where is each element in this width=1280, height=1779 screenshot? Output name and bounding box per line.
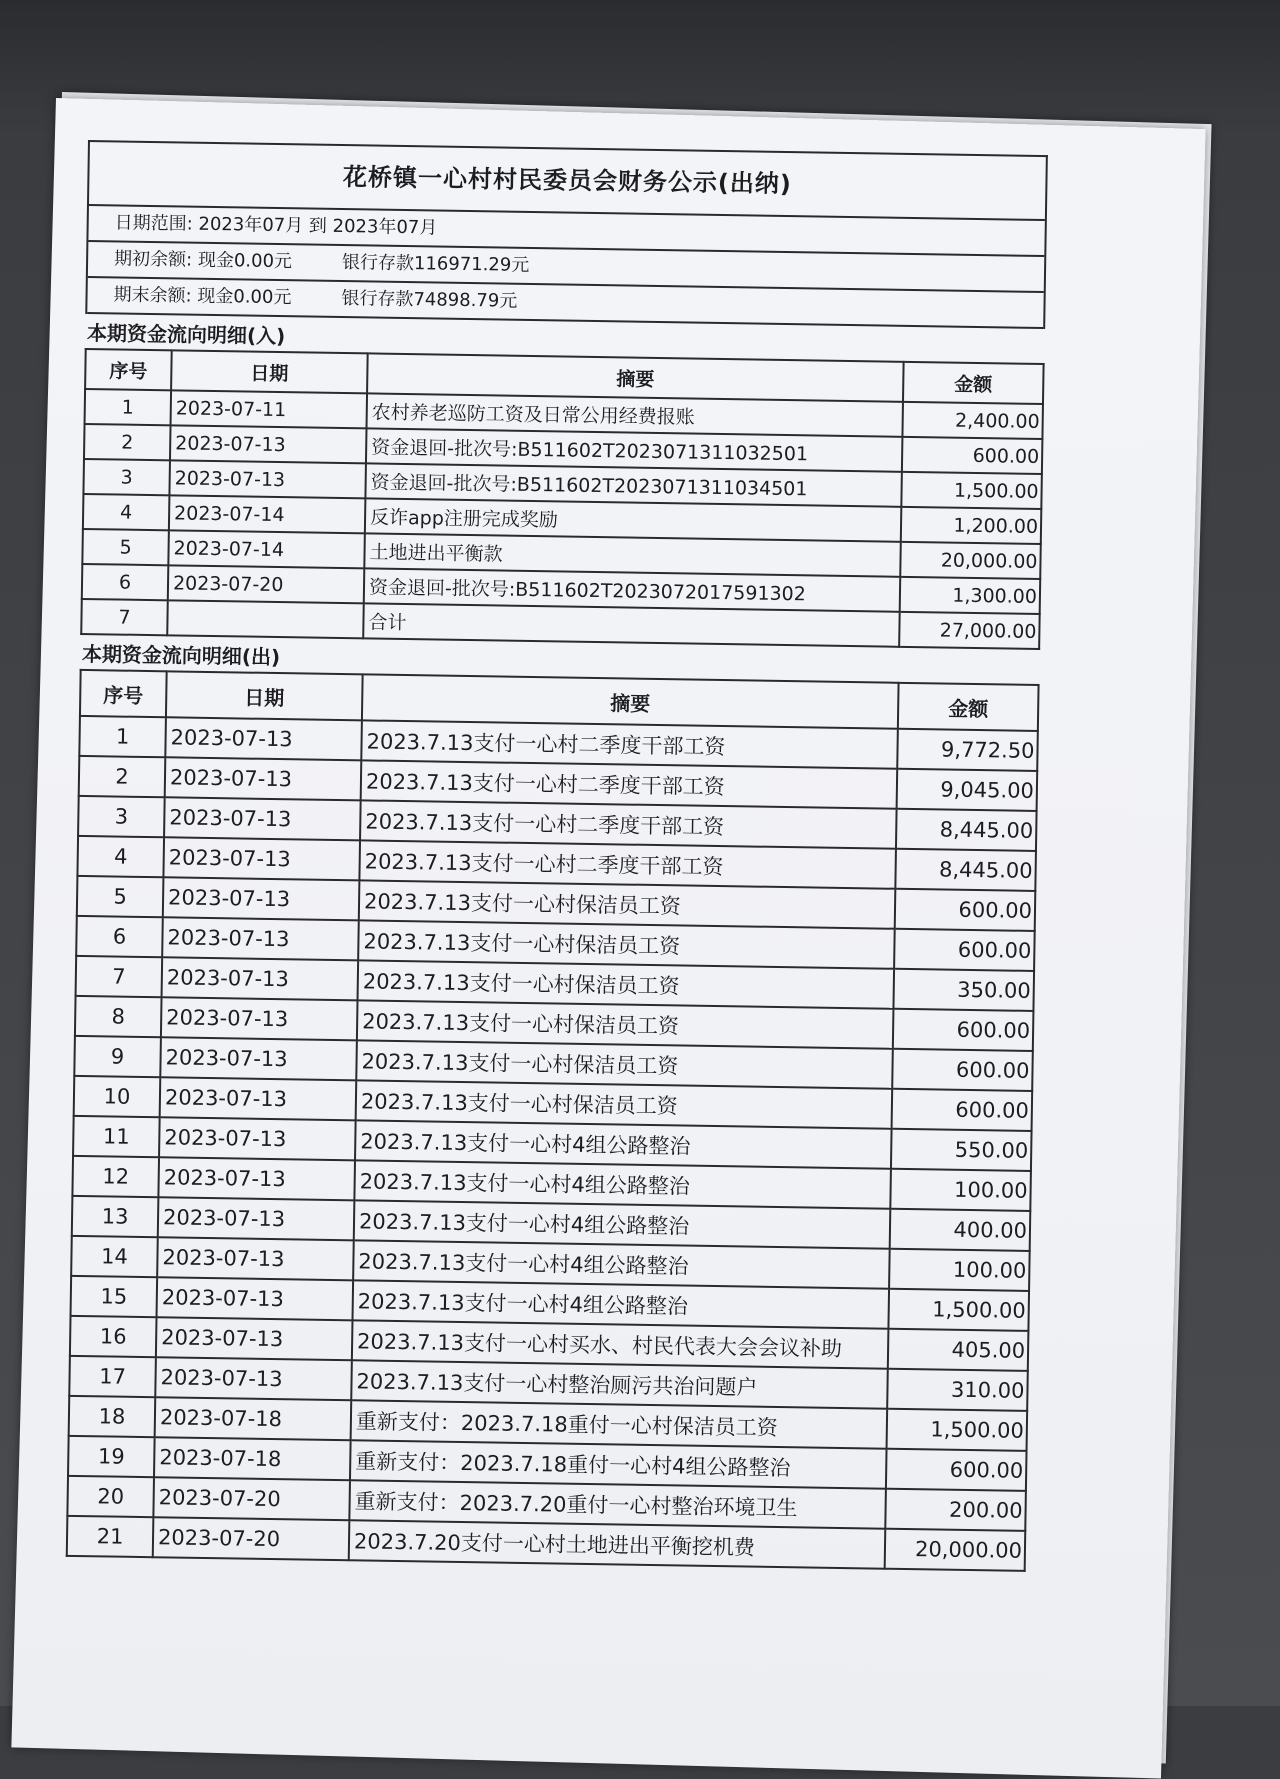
row-date: 2023-07-14 <box>168 530 365 568</box>
income-section-title: 本期资金流向明细(入) <box>86 321 286 349</box>
row-date: 2023-07-13 <box>156 1317 353 1360</box>
row-date: 2023-07-20 <box>168 565 365 603</box>
row-date: 2023-07-13 <box>157 1237 354 1280</box>
closing-cash: 期末余额: 现金0.00元 <box>113 284 292 309</box>
row-number: 12 <box>72 1156 159 1197</box>
row-amount: 100.00 <box>890 1169 1031 1211</box>
row-summary: 2023.7.13支付一心村保洁员工资 <box>356 1040 893 1088</box>
row-date: 2023-07-13 <box>160 1077 357 1120</box>
row-amount: 1,500.00 <box>888 1289 1029 1331</box>
row-date: 2023-07-13 <box>158 1157 355 1200</box>
row-date: 2023-07-13 <box>162 917 359 960</box>
row-summary: 2023.7.13支付一心村保洁员工资 <box>358 920 895 968</box>
opening-bank: 银行存款116971.29元 <box>341 252 530 276</box>
row-number: 2 <box>79 756 166 797</box>
row-number: 5 <box>77 876 164 917</box>
row-date: 2023-07-14 <box>169 495 366 533</box>
row-date <box>167 600 364 638</box>
row-date: 2023-07-13 <box>161 997 358 1040</box>
row-amount: 8,445.00 <box>896 809 1037 851</box>
row-number: 11 <box>73 1116 160 1157</box>
row-date: 2023-07-20 <box>153 1477 350 1520</box>
row-date: 2023-07-13 <box>157 1277 354 1320</box>
header-summary: 摘要 <box>362 674 899 728</box>
row-number: 13 <box>72 1196 159 1237</box>
row-summary: 2023.7.13支付一心村4组公路整治 <box>354 1200 891 1248</box>
row-amount: 8,445.00 <box>895 849 1036 891</box>
row-summary: 2023.7.13支付一心村二季度干部工资 <box>361 760 898 808</box>
row-amount: 400.00 <box>890 1209 1031 1251</box>
row-summary: 重新支付：2023.7.18重付一心村4组公路整治 <box>350 1440 887 1488</box>
row-summary: 资金退回-批次号:B511602T2023071311034501 <box>365 463 901 506</box>
row-amount: 350.00 <box>893 969 1034 1011</box>
row-amount: 1,300.00 <box>900 577 1041 614</box>
header-summary: 摘要 <box>367 353 904 401</box>
row-date: 2023-07-13 <box>163 877 360 920</box>
row-number: 15 <box>71 1276 158 1317</box>
row-number: 6 <box>82 564 169 600</box>
row-number: 4 <box>83 494 170 530</box>
row-number: 4 <box>77 836 164 877</box>
row-amount: 9,045.00 <box>897 769 1038 811</box>
row-number: 6 <box>76 916 163 957</box>
row-amount: 550.00 <box>891 1129 1032 1171</box>
expense-section-title: 本期资金流向明细(出) <box>81 641 281 670</box>
row-number: 9 <box>74 1036 161 1077</box>
row-date: 2023-07-13 <box>163 837 360 880</box>
row-amount: 27,000.00 <box>899 612 1040 649</box>
row-summary: 2023.7.13支付一心村保洁员工资 <box>359 880 896 928</box>
income-rows <box>81 389 1043 649</box>
row-amount: 600.00 <box>892 1089 1033 1131</box>
row-summary: 2023.7.13支付一心村二季度干部工资 <box>359 840 896 888</box>
document-title: 花桥镇一心村村民委员会财务公示(出纳) <box>89 142 1046 221</box>
header-box <box>85 140 1048 329</box>
row-amount: 2,400.00 <box>902 402 1043 439</box>
row-summary: 重新支付：2023.7.20重付一心村整治环境卫生 <box>349 1480 886 1528</box>
row-number: 1 <box>85 389 172 425</box>
row-summary: 2023.7.13支付一心村4组公路整治 <box>352 1280 889 1328</box>
row-amount: 600.00 <box>902 437 1043 474</box>
row-amount: 1,500.00 <box>887 1409 1028 1451</box>
row-number: 5 <box>82 529 169 565</box>
row-summary: 2023.7.13支付一心村4组公路整治 <box>353 1240 890 1288</box>
row-date: 2023-07-13 <box>165 757 362 800</box>
row-summary: 合计 <box>363 603 899 646</box>
row-date: 2023-07-13 <box>169 460 366 498</box>
row-number: 18 <box>69 1396 156 1437</box>
expense-table <box>66 669 1040 1572</box>
row-summary: 2023.7.13支付一心村保洁员工资 <box>356 1080 893 1128</box>
row-number: 16 <box>70 1316 157 1357</box>
row-summary: 重新支付：2023.7.18重付一心村保洁员工资 <box>351 1400 888 1448</box>
row-amount: 1,500.00 <box>901 472 1042 509</box>
header-amount: 金额 <box>903 362 1044 404</box>
row-date: 2023-07-13 <box>165 717 362 760</box>
row-number: 14 <box>71 1236 158 1277</box>
row-summary: 2023.7.13支付一心村二季度干部工资 <box>361 720 898 768</box>
row-number: 8 <box>75 996 162 1037</box>
row-number: 21 <box>67 1516 154 1557</box>
row-number: 20 <box>67 1476 154 1517</box>
header-no: 序号 <box>85 349 172 390</box>
row-number: 2 <box>84 424 171 460</box>
row-number: 7 <box>76 956 163 997</box>
row-summary: 2023.7.13支付一心村保洁员工资 <box>357 1000 894 1048</box>
row-summary: 资金退回-批次号:B511602T2023072017591302 <box>364 568 900 611</box>
header-no: 序号 <box>80 670 167 717</box>
row-date: 2023-07-18 <box>155 1397 352 1440</box>
row-date: 2023-07-13 <box>170 425 367 463</box>
date-range: 日期范围: 2023年07月 到 2023年07月 <box>88 206 1044 257</box>
row-amount: 100.00 <box>889 1249 1030 1291</box>
row-summary: 农村养老巡防工资及日常公用经费报账 <box>367 393 903 436</box>
row-number: 17 <box>69 1356 156 1397</box>
finance-notice-document <box>66 140 1048 1572</box>
row-amount: 600.00 <box>892 1049 1033 1091</box>
row-summary: 2023.7.20支付一心村土地进出平衡挖机费 <box>349 1520 886 1568</box>
header-date: 日期 <box>171 350 368 393</box>
row-number: 19 <box>68 1436 155 1477</box>
row-date: 2023-07-13 <box>159 1117 356 1160</box>
row-amount: 600.00 <box>894 929 1035 971</box>
row-summary: 2023.7.13支付一心村二季度干部工资 <box>360 800 897 848</box>
row-date: 2023-07-13 <box>164 797 361 840</box>
expense-rows <box>67 716 1038 1571</box>
row-number: 3 <box>78 796 165 837</box>
row-amount: 20,000.00 <box>885 1529 1026 1571</box>
row-amount: 600.00 <box>893 1009 1034 1051</box>
row-date: 2023-07-13 <box>158 1197 355 1240</box>
row-number: 3 <box>83 459 170 495</box>
row-summary: 2023.7.13支付一心村买水、村民代表大会会议补助 <box>352 1320 889 1368</box>
row-summary: 2023.7.13支付一心村4组公路整治 <box>355 1120 892 1168</box>
income-table <box>80 348 1044 650</box>
row-amount: 600.00 <box>895 889 1036 931</box>
header-amount: 金额 <box>898 683 1039 731</box>
row-date: 2023-07-13 <box>162 957 359 1000</box>
row-amount: 9,772.50 <box>897 729 1038 771</box>
row-date: 2023-07-20 <box>153 1517 350 1560</box>
row-date: 2023-07-18 <box>154 1437 351 1480</box>
row-amount: 310.00 <box>887 1369 1028 1411</box>
row-summary: 2023.7.13支付一心村4组公路整治 <box>354 1160 891 1208</box>
row-number: 10 <box>74 1076 161 1117</box>
row-summary: 2023.7.13支付一心村整治厕污共治问题户 <box>351 1360 888 1408</box>
row-amount: 20,000.00 <box>900 542 1041 579</box>
row-amount: 200.00 <box>885 1489 1026 1531</box>
row-amount: 600.00 <box>886 1449 1027 1491</box>
row-number: 1 <box>79 716 166 757</box>
row-date: 2023-07-11 <box>171 390 368 428</box>
opening-cash: 期初余额: 现金0.00元 <box>113 248 293 273</box>
row-summary: 土地进出平衡款 <box>364 533 900 576</box>
row-amount: 1,200.00 <box>901 507 1042 544</box>
header-date: 日期 <box>166 671 363 720</box>
row-date: 2023-07-13 <box>160 1037 357 1080</box>
row-summary: 反诈app注册完成奖励 <box>365 498 901 541</box>
row-date: 2023-07-13 <box>155 1357 352 1400</box>
row-summary: 2023.7.13支付一心村保洁员工资 <box>358 960 895 1008</box>
closing-bank: 银行存款74898.79元 <box>341 288 518 312</box>
row-number: 7 <box>81 599 168 635</box>
row-summary: 资金退回-批次号:B511602T202307131103250‌1 <box>366 428 902 471</box>
row-amount: 405.00 <box>888 1329 1029 1371</box>
